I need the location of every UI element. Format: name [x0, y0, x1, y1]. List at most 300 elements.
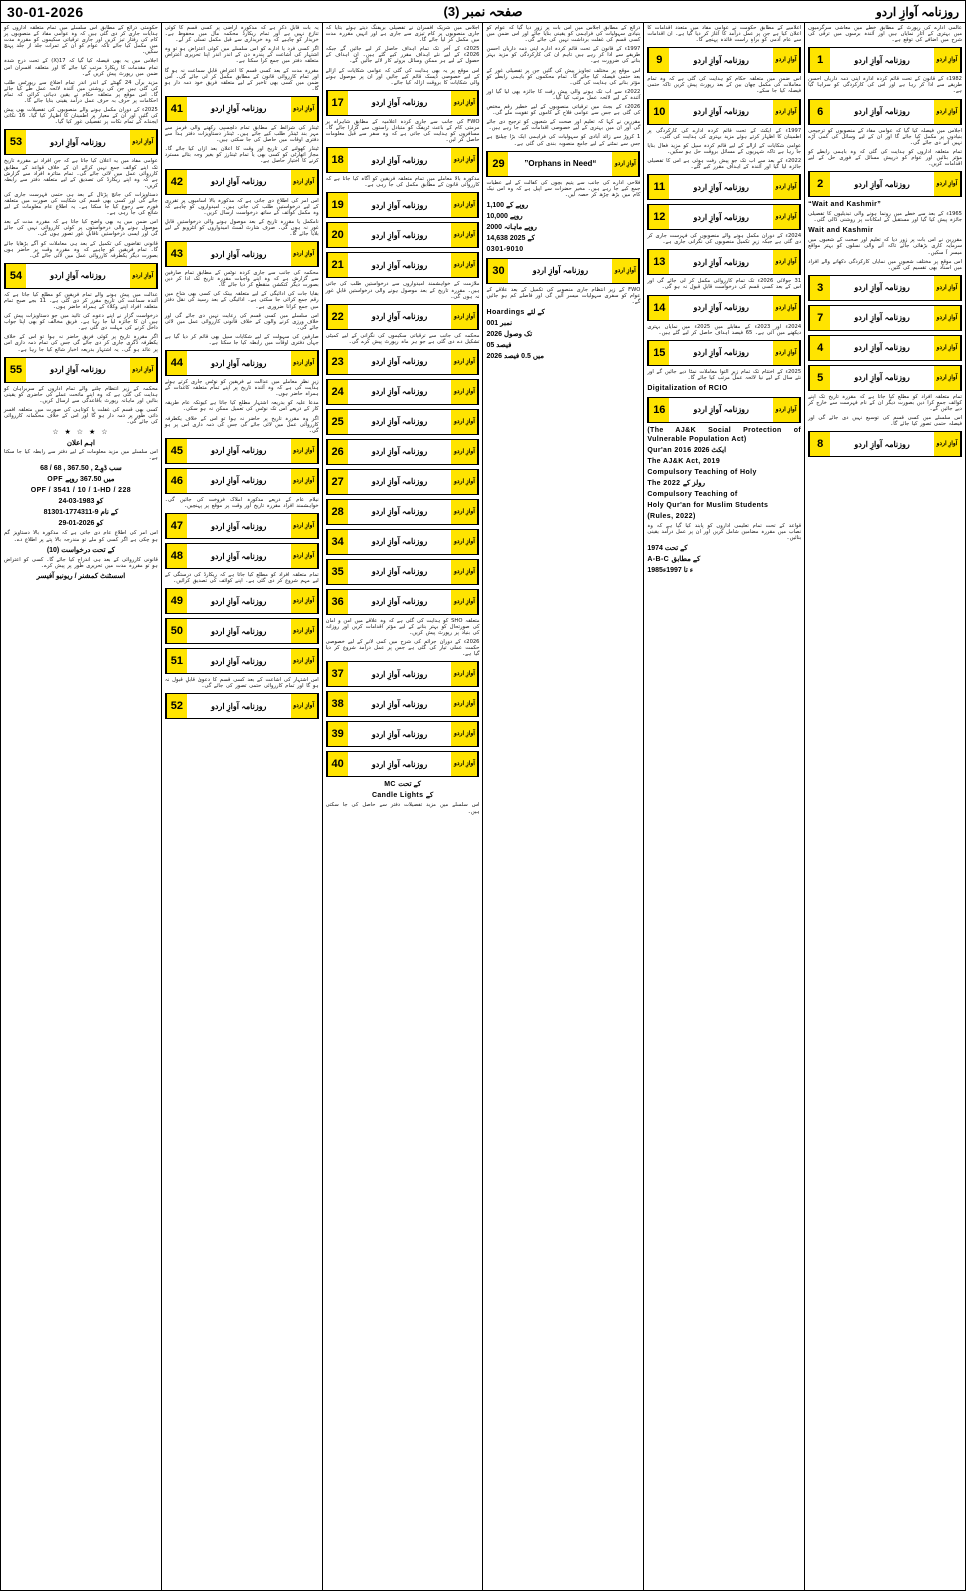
- article-paragraph: اس سلسلے میں کسی قسم کی توسیع نہیں دی جائے گی اور فیصلہ حتمی تصور کیا جائے گا۔: [808, 415, 962, 428]
- article-paragraph: اس امر کی اطلاع عام دی جاتی ہے کہ مذکورہ بالا دستاویز گم ہو چکی ہے اگر کسی کو ملے تو مندرجہ بالا پتے پر اطلاع دے۔: [4, 530, 158, 543]
- notice-title: روزنامہ آوازِ اردو: [371, 260, 428, 270]
- article-paragraph: ٹینڈر کھولنے کی تاریخ اور وقت کا اعلان بعد ازاں کیا جائے گا۔ مجاز اتھارٹی کو کسی بھی یا تمام ٹینڈرز کو بغیر وجہ بتائے مسترد کرنے کا اختیار حاصل ہے۔: [164, 146, 319, 165]
- awaz-urdu-logo-icon: آوازِ اردو: [451, 148, 478, 172]
- english-line: Holy Qur'an for Muslim Students: [647, 501, 769, 509]
- awaz-urdu-logo-icon: آوازِ اردو: [130, 264, 157, 288]
- article-paragraph: تمام متعلقہ اداروں کو ہدایت کی گئی کہ وہ باہمی رابطے کو مؤثر بنائیں اور عوام کو درپیش مسائل کے فوری حل کے لیے اقدامات کریں۔: [808, 148, 962, 168]
- article-paragraph: محکمہ کے زیر انتظام چلنے والے تمام اداروں کے سربراہان کو ہدایت کی گئی ہے کہ وہ اپنے ماتحت عملے کی حاضری کو یقینی بنائیں اور ماہانہ رپورٹ باقاعدگی سے ارسال کریں۔: [4, 385, 158, 404]
- english-line: 0301-9010: [486, 245, 524, 253]
- notice-title: روزنامہ آوازِ اردو: [693, 182, 749, 192]
- notice-number: 51: [166, 649, 187, 673]
- article-paragraph: 1965ء کے بعد سے خطے میں رونما ہونے والی تبدیلیوں کا تفصیلی جائزہ پیش کیا گیا اور مستقبل کے امکانات پر روشنی ڈالی گئی۔: [808, 211, 962, 224]
- notice-number: 6: [809, 100, 830, 124]
- awaz-urdu-logo-icon: آوازِ اردو: [451, 722, 478, 746]
- article-paragraph: مدعا علیہ کو بذریعہ اشتہار مطلع کیا جاتا ہے کیونکہ عام طریقہ کار کے ذریعے اس تک نوٹس کی تعمیل ممکن نہ ہو سکی۔: [164, 400, 319, 413]
- article-paragraph: 2026ء کے دوران جرائم کی شرح میں کمی لانے کے لیے خصوصی حکمت عملی تیار کی گئی ہے جس پر عمل درآمد شروع کر دیا گیا ہے۔: [325, 639, 480, 658]
- english-line: 05 فیصد: [486, 342, 512, 350]
- notice-title: روزنامہ آوازِ اردو: [371, 567, 428, 577]
- notice-header-2: [808, 171, 962, 197]
- awaz-urdu-logo-icon: آوازِ اردو: [291, 589, 318, 613]
- notice-header-55: [4, 357, 158, 383]
- article-paragraph: عدالت میں پیش ہونے والے تمام فریقین کو مطلع کیا جاتا ہے کہ آئندہ سماعت کی تاریخ مقرر کر دی گئی ہے۔ 11 بجے صبح تمام متعلقہ افراد اپنے وکلاء کے ہمراہ حاضر ہوں۔: [4, 291, 158, 310]
- english-line: 14,638 کے 2025: [486, 234, 535, 242]
- article-paragraph: مقررین نے کہا کہ تعلیم اور صحت کے شعبوں کو ترجیح دی جائے گی اور ان میں بہتری کے لیے خصوصی اقدامات کیے جا رہے ہیں۔: [486, 119, 641, 132]
- notice-title: روزنامہ آوازِ اردو: [371, 417, 428, 427]
- awaz-urdu-logo-icon: آوازِ اردو: [291, 351, 318, 375]
- notice-title: روزنامہ آوازِ اردو: [693, 55, 749, 65]
- awaz-urdu-logo-icon: آوازِ اردو: [451, 305, 478, 329]
- article-paragraph: قانونی تقاضوں کی تکمیل کے بعد ہی معاملات کو آگے بڑھایا جائے گا۔ تمام فریقین کو چاہیے کہ وہ مقررہ وقت پر حاضر ہوں بصورت دیگر یکطرفہ کارروائی عمل میں لائی جائے گی۔: [4, 240, 158, 259]
- awaz-urdu-logo-icon: آوازِ اردو: [451, 193, 478, 217]
- awaz-urdu-logo-icon: آوازِ اردو: [291, 242, 318, 266]
- article-paragraph: درخواست گزار نے اپنے دعوے کی تائید میں جو دستاویزات پیش کی ہیں ان کا جائزہ لیا جا رہا ہے۔ فریق مخالف کو بھی اپنا جواب داخل کرنے کی مہلت دی گئی ہے۔: [4, 313, 158, 332]
- notice-header-12: [647, 204, 801, 230]
- notice-title: روزنامہ آوازِ اردو: [693, 405, 749, 415]
- awaz-urdu-logo-icon: آوازِ اردو: [130, 358, 157, 382]
- notice-title: روزنامہ آوازِ اردو: [371, 312, 428, 322]
- english-line: Compulsory Teaching of: [647, 490, 738, 498]
- notice-header-52: [165, 693, 319, 719]
- notice-header-42: [165, 169, 319, 195]
- col-1: [1, 23, 161, 1590]
- notice-title: روزنامہ آوازِ اردو: [371, 669, 428, 679]
- awaz-urdu-logo-icon: آوازِ اردو: [291, 694, 318, 718]
- notice-title: روزنامہ آوازِ اردو: [211, 521, 267, 531]
- notice-title: روزنامہ آوازِ اردو: [371, 357, 428, 367]
- col-5: [643, 23, 804, 1590]
- english-line: “Wait and Kashmir”: [808, 201, 882, 209]
- col-4: [482, 23, 643, 1590]
- article-paragraph: 2022ء کے بعد سے اب تک جو پیش رفت ہوئی ہے اس کا تفصیلی جائزہ لیا گیا اور آئندہ کے اہداف مقرر کیے گئے۔: [647, 157, 802, 171]
- article-paragraph: اس سلسلے میں مزید معلومات کے لیے دفتر سے رابطہ کیا جا سکتا ہے۔: [4, 449, 158, 462]
- notice-title: روزنامہ آوازِ اردو: [211, 476, 267, 486]
- notice-header-10: [647, 99, 801, 125]
- notice-title: روزنامہ آوازِ اردو: [854, 283, 910, 293]
- article-paragraph: محکمہ کی جانب سے ترقیاتی سکیموں کی نگرانی کے لیے کمیٹی تشکیل دے دی گئی ہے جو ہر ماہ رپورٹ پیش کرے گی۔: [325, 332, 480, 345]
- awaz-urdu-logo-icon: آوازِ اردو: [451, 223, 478, 247]
- article-paragraph: حکومتی ذرائع کے مطابق اس سلسلے میں تمام متعلقہ اداروں کو ہدایات جاری کر دی گئی ہیں کہ وہ عوامی مفاد کے منصوبوں پر کام کی رفتار تیز کریں اور جاری ترقیاتی سکیموں کو مقررہ مدت میں مکمل کیا جائے تاکہ عوام کو ان کے ثمرات جلد از جلد پہنچ سکیں۔: [4, 25, 158, 56]
- masthead-date: 30-01-2026: [7, 3, 84, 20]
- awaz-urdu-logo-icon: آوازِ اردو: [934, 432, 961, 456]
- awaz-urdu-logo-icon: آوازِ اردو: [934, 100, 961, 124]
- notice-header-40: [326, 751, 480, 777]
- notice-header-28: [326, 499, 480, 525]
- notice-title: روزنامہ آوازِ اردو: [211, 596, 267, 606]
- notice-number: 34: [327, 530, 348, 554]
- english-line: A-B-C کے مطابق: [647, 556, 701, 564]
- notice-number: 49: [166, 589, 187, 613]
- notice-title: روزنامہ آوازِ اردو: [211, 551, 267, 561]
- awaz-urdu-logo-icon: آوازِ اردو: [773, 100, 800, 124]
- notice-header-23: [326, 349, 480, 375]
- notice-number: 5: [809, 366, 830, 390]
- article-paragraph: قواعد کے تحت تمام تعلیمی اداروں کو پابند کیا گیا ہے کہ وہ نصاب میں مقررہ مضامین شامل کریں اور ان پر عمل درآمد یقینی بنائیں۔: [647, 522, 802, 542]
- awaz-urdu-logo-icon: آوازِ اردو: [291, 170, 318, 194]
- notice-number: 4: [809, 336, 830, 360]
- article-paragraph: زیرِ نظر معاملے میں عدالت نے فریقین کو نوٹس جاری کرتے ہوئے ہدایت کی ہے کہ وہ آئندہ تاریخ پر اپنے تمام متعلقہ کاغذات کے ہمراہ حاضر ہوں۔: [164, 379, 319, 398]
- notice-number: 12: [648, 205, 669, 229]
- notice-header-51: [165, 648, 319, 674]
- article-paragraph: 1 کروڑ سے زائد آبادی کو سہولیات کی فراہمی ایک بڑا چیلنج ہے جس سے نمٹنے کے لیے جامع منصوبہ بندی کی گئی ہے۔: [486, 134, 641, 147]
- awaz-urdu-logo-icon: آوازِ اردو: [291, 619, 318, 643]
- article-paragraph: 2024ء اور 2023ء کے مقابلے میں 2025ء میں نمایاں بہتری دیکھنے میں آئی ہے۔ 65 فیصد اہداف حاصل کر لیے گئے ہیں۔: [647, 323, 802, 336]
- article-paragraph: اس موقع پر مختلف تجاویز پیش کی گئیں جن پر تفصیلی غور کے بعد حتمی فیصلہ کیا جائے گا۔ تمام محکموں کو باہمی رابطے کو مؤثر بنانے کی ہدایت کی گئی۔: [486, 67, 641, 86]
- notice-header-3: [808, 275, 962, 301]
- awaz-urdu-logo-icon: آوازِ اردو: [451, 692, 478, 716]
- notice-title: روزنامہ آوازِ اردو: [693, 348, 749, 358]
- notice-title: روزنامہ آوازِ اردو: [854, 343, 910, 353]
- awaz-urdu-logo-icon: آوازِ اردو: [934, 48, 961, 72]
- english-line: Qur'an 2016 ایکٹ 2026: [647, 446, 727, 454]
- article-paragraph: اس اشتہار کی اشاعت کے بعد کسی قسم کا دعویٰ قابلِ قبول نہ ہو گا اور تمام کارروائی حتمی تصور کی جائے گی۔: [164, 677, 319, 690]
- awaz-urdu-logo-icon: آوازِ اردو: [451, 500, 478, 524]
- notice-number: 8: [809, 432, 830, 456]
- awaz-urdu-logo-icon: آوازِ اردو: [451, 91, 478, 115]
- awaz-urdu-logo-icon: آوازِ اردو: [451, 560, 478, 584]
- notice-title: روزنامہ آوازِ اردو: [854, 313, 910, 323]
- notice-number: 48: [166, 544, 187, 568]
- notice-title: روزنامہ آوازِ اردو: [371, 537, 428, 547]
- notice-number: 17: [327, 91, 348, 115]
- english-line: 1,100 روپے کے: [486, 201, 529, 209]
- awaz-urdu-logo-icon: آوازِ اردو: [291, 469, 318, 493]
- notice-number: 27: [327, 470, 348, 494]
- notice-number: 25: [327, 410, 348, 434]
- awaz-urdu-logo-icon: آوازِ اردو: [451, 410, 478, 434]
- article-paragraph: 1982ء کے قانون کے تحت قائم کردہ ادارہ اپنی ذمہ داریاں احسن طریقے سے ادا کر رہا ہے اور اس کی کارکردگی کو سراہا گیا ہے۔: [808, 76, 962, 95]
- notice-title: روزنامہ آوازِ اردو: [693, 303, 749, 312]
- notice-header-41: [165, 96, 319, 122]
- awaz-urdu-logo-icon: آوازِ اردو: [934, 276, 961, 300]
- awaz-urdu-logo-icon: آوازِ اردو: [451, 662, 478, 686]
- notice-title: روزنامہ آوازِ اردو: [211, 249, 267, 259]
- notice-title: روزنامہ آوازِ اردو: [854, 439, 910, 449]
- notice-number: 11: [648, 175, 669, 199]
- article-paragraph: 1997ء کے ایکٹ کے تحت قائم کردہ ادارے کی کارکردگی پر اطمینان کا اظہار کرتے ہوئے مزید بہتری کی ہدایت کی گئی۔: [647, 127, 802, 140]
- notice-number: 19: [327, 193, 348, 217]
- awaz-urdu-logo-icon: آوازِ اردو: [130, 130, 157, 154]
- notice-title: روزنامہ آوازِ اردو: [371, 230, 428, 240]
- article-paragraph: اعلامیے کے مطابق حکومت نے عوامی مفاد میں متعدد اقدامات کا اعلان کیا ہے جن پر عمل درآمد کا آغاز کر دیا گیا ہے۔ ان اقدامات سے عام آدمی کو براہِ راست فائدہ پہنچے گا۔: [647, 25, 802, 44]
- notice-header-27: [326, 469, 480, 495]
- notice-title: روزنامہ آوازِ اردو: [854, 373, 910, 383]
- notice-number: 37: [327, 662, 348, 686]
- article-paragraph: FWO کے زیر انتظام جاری منصوبے کی تکمیل کے بعد علاقے کے عوام کو سفری سہولیات میسر آئیں گی اور فاصلے کم ہو جائیں گے۔: [486, 286, 641, 306]
- notice-header-24: [326, 379, 480, 405]
- awaz-urdu-logo-icon: آوازِ اردو: [451, 253, 478, 277]
- article-paragraph: ٹینڈر کی شرائط کے مطابق تمام دلچسپی رکھنے والی فرمز سے مہر بند ٹینڈر طلب کیے جاتے ہیں۔ ٹینڈر دستاویزات دفتر ہذا سے دفتری اوقات میں حاصل کی جا سکتی ہیں۔: [164, 124, 319, 144]
- notice-title: “Orphans in Need”: [524, 159, 597, 169]
- notice-header-54: [4, 263, 158, 289]
- article-paragraph: یہ بات قابلِ ذکر ہے کہ مذکورہ اراضی پر کسی قسم کا کوئی تنازع نہیں ہے اور تمام ریکارڈ محکمہ مال میں محفوظ ہے۔ خریدار کو چاہیے کہ وہ خریداری سے قبل مکمل تسلی کر لے۔: [164, 25, 319, 44]
- article-paragraph: اجلاس میں فیصلہ کیا گیا کہ عوامی مفاد کے منصوبوں کو ترجیحی بنیادوں پر مکمل کیا جائے گا اور ان کے لیے وسائل کی کمی آڑے نہیں آنے دی جائے گی۔: [808, 127, 962, 146]
- notice-title: روزنامہ آوازِ اردو: [371, 699, 428, 709]
- awaz-urdu-logo-icon: آوازِ اردو: [773, 398, 800, 422]
- notice-title: روزنامہ آوازِ اردو: [371, 200, 428, 210]
- article-paragraph: 31 جولائی 2026ء تک تمام کارروائی مکمل کر لی جائے گی اور اس کے بعد کسی قسم کی درخواست قابلِ قبول نہ ہو گی۔: [647, 278, 802, 291]
- notice-number: 40: [327, 752, 348, 776]
- article-paragraph: اس ضمن میں یہ بھی واضح کیا جاتا ہے کہ مقررہ مدت کے بعد موصول ہونے والی درخواستوں پر کوئی کارروائی نہیں کی جائے گی اور ایسی درخواستیں ناقابلِ غور تصور ہوں گی۔: [4, 219, 158, 238]
- notice-number: 50: [166, 619, 187, 643]
- awaz-urdu-logo-icon: آوازِ اردو: [612, 259, 639, 283]
- english-line: 29-01-2026 کو: [58, 520, 104, 528]
- english-line: 81301-1774311-9 کے نام: [43, 509, 119, 517]
- notice-title: روزنامہ آوازِ اردو: [211, 104, 267, 114]
- notice-header-6: [808, 99, 962, 125]
- notice-number: 46: [166, 469, 187, 493]
- awaz-urdu-logo-icon: آوازِ اردو: [451, 380, 478, 404]
- awaz-urdu-logo-icon: آوازِ اردو: [451, 752, 478, 776]
- notice-header-9: [647, 47, 801, 73]
- notice-title: روزنامہ آوازِ اردو: [371, 477, 428, 487]
- notice-header-16: [647, 397, 801, 423]
- notice-title: روزنامہ آوازِ اردو: [211, 656, 267, 666]
- notice-number: 54: [5, 264, 26, 288]
- article-paragraph: مقررین نے اس بات پر زور دیا کہ تعلیم اور صحت کے شعبوں میں سرمایہ کاری بڑھائی جائے تاکہ آنے والی نسلوں کو بہتر مواقع میسر آ سکیں۔: [808, 237, 962, 256]
- english-line: 68 / 68 , سب ڈوِـ2 , 367.50: [40, 465, 122, 473]
- awaz-urdu-logo-icon: آوازِ اردو: [291, 544, 318, 568]
- english-line: 2000 روپے ماہانہ: [486, 223, 537, 231]
- article-paragraph: متعلقہ SHO کو ہدایت کی گئی ہے کہ وہ علاقے میں امن و امان کی صورتحال کو بہتر بنانے کے لیے مؤثر اقدامات کریں اور روزانہ کی بنیاد پر رپورٹ پیش کریں۔: [325, 617, 480, 637]
- awaz-urdu-logo-icon: آوازِ اردو: [773, 250, 800, 274]
- awaz-urdu-logo-icon: آوازِ اردو: [451, 440, 478, 464]
- english-line: MC کے تحت: [384, 781, 421, 789]
- notice-title: روزنامہ آوازِ اردو: [371, 447, 428, 457]
- notice-number: 13: [648, 250, 669, 274]
- awaz-urdu-logo-icon: آوازِ اردو: [934, 336, 961, 360]
- notice-title: روزنامہ آوازِ اردو: [371, 98, 428, 108]
- notice-header-4: [808, 335, 962, 361]
- notice-header-14: [647, 295, 801, 321]
- notice-header-7: [808, 305, 962, 331]
- notice-header-39: [326, 721, 480, 747]
- col-6: [804, 23, 965, 1590]
- english-line: Wait and Kashmir: [808, 227, 874, 235]
- notice-title: روزنامہ آوازِ اردو: [854, 179, 910, 189]
- masthead-title: روزنامہ آوازِ اردو: [875, 4, 959, 19]
- notice-header-46: [165, 468, 319, 494]
- notice-header-26: [326, 439, 480, 465]
- english-line: 2026 میں 0.5 فیصد: [486, 353, 545, 361]
- notice-title: روزنامہ آوازِ اردو: [211, 626, 267, 636]
- decorative-divider: ☆ ★ ☆ ★ ☆: [52, 429, 110, 437]
- awaz-urdu-logo-icon: آوازِ اردو: [291, 97, 318, 121]
- awaz-urdu-logo-icon: آوازِ اردو: [612, 152, 639, 176]
- notice-header-21: [326, 252, 480, 278]
- awaz-urdu-logo-icon: آوازِ اردو: [773, 341, 800, 365]
- notice-number: 9: [648, 48, 669, 72]
- notice-number: 38: [327, 692, 348, 716]
- notice-title: روزنامہ آوازِ اردو: [50, 365, 106, 375]
- article-paragraph: مقررہ مدت کے بعد کسی قسم کا اعتراض قابلِ سماعت نہ ہو گا اور تمام کارروائی قانون کے مطابق مکمل کر لی جائے گی۔ اس ضمن میں کسی بھی تاخیر کے لیے متعلقہ فریق خود ذمہ دار ہو گا۔: [164, 67, 319, 92]
- notice-number: 39: [327, 722, 348, 746]
- article-paragraph: 1997ء کے قانون کے تحت قائم کردہ ادارے اپنی ذمہ داریاں احسن طریقے سے ادا کر رہے ہیں تاہم ان کی کارکردگی کو مزید بہتر بنانے کی ضرورت ہے۔: [486, 46, 641, 65]
- article-paragraph: اس امر کی اطلاع دی جاتی ہے کہ مذکورہ بالا اسامیوں پر تقرری کے لیے درخواستیں طلب کی جاتی ہیں۔ امیدواروں کو چاہیے کہ وہ مکمل کوائف کے ساتھ درخواست ارسال کریں۔: [164, 197, 319, 216]
- notice-title: روزنامہ آوازِ اردو: [693, 257, 749, 267]
- section-kicker: اہم اعلان: [66, 440, 95, 448]
- notice-header-35: [326, 559, 480, 585]
- notice-number: 47: [166, 514, 187, 538]
- english-line: (The AJ&K Social Protection of Vulnerable Population Act): [647, 426, 802, 443]
- english-line: Candle Lights کے: [371, 792, 434, 800]
- col-3: [322, 23, 483, 1590]
- notice-header-29: [486, 151, 640, 177]
- notice-number: 16: [648, 398, 669, 422]
- notice-number: 1: [809, 48, 830, 72]
- notice-title: روزنامہ آوازِ اردو: [693, 212, 749, 222]
- article-paragraph: عالمی ادارے کی رپورٹ کے مطابق خطے میں معاشی سرگرمیوں میں بہتری کے آثار نمایاں ہیں اور آئندہ برسوں میں ترقی کی شرح میں اضافے کی توقع ہے۔: [808, 25, 962, 44]
- awaz-urdu-logo-icon: آوازِ اردو: [773, 205, 800, 229]
- article-paragraph: تمام متعلقہ افراد کو مطلع کیا جاتا ہے کہ مقررہ تاریخ تک اپنے کوائف جمع کرا دیں بصورت دیگر ان کے نام فہرست سے خارج کر دیے جائیں گے۔: [808, 393, 962, 412]
- article-paragraph: اس سلسلے میں مزید تفصیلات دفتر سے حاصل کی جا سکتی ہیں۔: [325, 802, 480, 815]
- article-paragraph: اس موقع پر یہ بھی ہدایت کی گئی کہ عوامی شکایات کے ازالے کے لیے خصوصی ڈیسک قائم کیے جائیں اور ان پر موصول ہونے والی شکایات کا بروقت ازالہ کیا جائے۔: [325, 67, 480, 86]
- notice-title: روزنامہ آوازِ اردو: [50, 137, 106, 147]
- article-paragraph: 2025ء کے آخر تک تمام اہداف حاصل کر لیے جائیں گے جبکہ 2026ء کے لیے نئے اہداف مقرر کیے گئے ہیں۔ ان اہداف کے حصول کے لیے ہر ممکن وسائل بروئے کار لائے جائیں گے۔: [325, 46, 480, 65]
- notice-number: 36: [327, 590, 348, 614]
- article-paragraph: عوامی مفاد میں یہ اعلان کیا جاتا ہے کہ جن افراد نے مقررہ تاریخ تک اپنے کوائف جمع نہیں کرائے ان کے خلاف قواعد کے مطابق کارروائی عمل میں لائی جائے گی۔ تمام متاثرہ افراد سے گزارش ہے کہ وہ اپنے ریکارڈ کی تصدیق کے لیے متعلقہ دفتر سے رابطہ کریں۔: [4, 158, 158, 189]
- article-paragraph: اجلاس میں شریک افسران نے تفصیلی بریفنگ دیتے ہوئے بتایا کہ جاری منصوبوں پر کام تیزی سے جاری ہے اور انہیں مقررہ مدت میں مکمل کر لیا جائے گا۔: [325, 25, 480, 44]
- notice-header-20: [326, 222, 480, 248]
- article-paragraph: اس ضمن میں متعلقہ حکام کو ہدایت کی گئی ہے کہ وہ تمام معاملات کی مکمل چھان بین کے بعد رپورٹ پیش کریں تاکہ حتمی فیصلہ کیا جا سکے۔: [647, 76, 802, 95]
- notice-header-30: [486, 258, 640, 284]
- notice-number: 7: [809, 306, 830, 330]
- notice-number: 14: [648, 296, 669, 320]
- notice-number: 2: [809, 172, 830, 196]
- notice-number: 44: [166, 351, 187, 375]
- notice-header-37: [326, 661, 480, 687]
- article-paragraph: 2022ء سے اب تک ہونے والی پیش رفت کا جائزہ بھی لیا گیا اور آئندہ کے لیے لائحہ عمل مرتب کیا گیا۔: [486, 88, 641, 101]
- english-line: (Rules, 2022): [647, 512, 696, 520]
- notice-header-11: [647, 174, 801, 200]
- notice-number: 41: [166, 97, 187, 121]
- english-line: OPF میں 367.50 روپے: [47, 476, 115, 484]
- notice-header-45: [165, 438, 319, 464]
- article-paragraph: 2024ء کے دوران مکمل ہونے والے منصوبوں کی فہرست جاری کر دی گئی ہے جبکہ زیرِ تکمیل منصوبوں کی نگرانی جاری ہے۔: [647, 233, 802, 246]
- notice-number: 18: [327, 148, 348, 172]
- notice-title: روزنامہ آوازِ اردو: [211, 177, 267, 186]
- notice-header-25: [326, 409, 480, 435]
- notice-number: 53: [5, 130, 26, 154]
- article-paragraph: اگر مقررہ تاریخ پر کوئی فریق حاضر نہ ہوا تو اس کے خلاف یکطرفہ ڈگری جاری کر دی جائے گی جس کی تمام ذمہ داری اس پر عائد ہو گی۔ یہ اشتہار بذریعہ اخبار شائع کیا جا رہا ہے۔: [4, 334, 158, 353]
- notice-number: 15: [648, 341, 669, 365]
- notice-title: روزنامہ آوازِ اردو: [211, 446, 267, 456]
- notice-header-15: [647, 340, 801, 366]
- article-paragraph: تمام متعلقہ افراد کو مطلع کیا جاتا ہے کہ ریکارڈ کی درستگی کے لیے مہم شروع کر دی گئی ہے۔ اپنے کوائف کی تصدیق کرائیں۔: [164, 572, 319, 585]
- english-line: 24-03-1983 کو: [58, 498, 104, 506]
- article-paragraph: کسی بھی قسم کی غفلت یا کوتاہی کی صورت میں متعلقہ افسر ذاتی طور پر ذمہ دار ہو گا اور اس کے خلاف محکمانہ کارروائی کی جائے گی۔: [4, 406, 158, 426]
- article-paragraph: نیلام عام کے ذریعے مذکورہ املاک فروخت کی جائیں گی۔ خواہشمند افراد مقررہ تاریخ اور وقت پر موقع پر پہنچیں۔: [164, 496, 319, 509]
- article-paragraph: ذرائع کے مطابق اجلاس میں اس بات پر زور دیا گیا کہ عوام کو بنیادی سہولیات کی فراہمی کو یقینی بنایا جائے اور اس ضمن میں کسی قسم کی غفلت برداشت نہیں کی جائے گی۔: [486, 25, 641, 44]
- article-paragraph: 2025ء کے اختتام تک تمام زیرِ التوا معاملات نمٹا دیے جائیں گے اور نئے سال کے لیے نیا لائحہ عمل مرتب کیا جائے گا۔: [647, 368, 802, 381]
- article-paragraph: فلاحی ادارے کی جانب سے یتیم بچوں کی کفالت کے لیے عطیات جمع کیے جا رہے ہیں۔ مخیر حضرات سے اپیل ہے کہ وہ اس نیک کام میں بڑھ چڑھ کر حصہ لیں۔: [486, 179, 641, 198]
- awaz-urdu-logo-icon: آوازِ اردو: [451, 470, 478, 494]
- signature-line: اسسٹنٹ کمشنر / ریونیو آفیسر: [36, 572, 126, 580]
- notice-title: روزنامہ آوازِ اردو: [854, 107, 910, 117]
- english-line: The AJ&K Act, 2019: [647, 457, 721, 465]
- notice-title: روزنامہ آوازِ اردو: [371, 759, 428, 769]
- article-paragraph: 2026ء کے بجٹ میں ترقیاتی منصوبوں کے لیے خطیر رقم مختص کی گئی ہے جس سے عوامی فلاح کے کاموں کو تقویت ملے گی۔: [486, 104, 641, 117]
- notice-header-22: [326, 304, 480, 330]
- notice-number: 21: [327, 253, 348, 277]
- awaz-urdu-logo-icon: آوازِ اردو: [773, 175, 800, 199]
- notice-title: روزنامہ آوازِ اردو: [854, 55, 910, 65]
- notice-title: روزنامہ آوازِ اردو: [371, 507, 428, 517]
- article-paragraph: بقایا جات کی ادائیگی کے لیے متعلقہ بینک کی کسی بھی شاخ میں رقم جمع کرائی جا سکتی ہے۔ ادائیگی کے بعد رسید کی نقل دفتر میں جمع کرانا ضروری ہے۔: [164, 291, 319, 310]
- notice-title: روزنامہ آوازِ اردو: [211, 358, 267, 368]
- awaz-urdu-logo-icon: آوازِ اردو: [773, 48, 800, 72]
- notice-header-49: [165, 588, 319, 614]
- notice-header-34: [326, 529, 480, 555]
- notice-header-8: [808, 431, 962, 457]
- english-line: Digitalization of RCIO: [647, 384, 728, 392]
- english-line: (10) کے تحت درخواست: [46, 546, 116, 554]
- english-line: The 2022 رولز کے: [647, 479, 705, 487]
- notice-number: 26: [327, 440, 348, 464]
- notice-header-18: [326, 147, 480, 173]
- notice-number: 20: [327, 223, 348, 247]
- article-paragraph: مذکورہ بالا معاملے میں تمام متعلقہ فریقین کو آگاہ کیا جاتا ہے کہ کارروائی قانون کے مطابق مکمل کی جا رہی ہے۔: [325, 176, 480, 189]
- notice-number: 35: [327, 560, 348, 584]
- awaz-urdu-logo-icon: آوازِ اردو: [291, 439, 318, 463]
- masthead: [1, 1, 965, 23]
- awaz-urdu-logo-icon: آوازِ اردو: [934, 366, 961, 390]
- notice-number: 24: [327, 380, 348, 404]
- english-line: Compulsory Teaching of Holy: [647, 468, 757, 476]
- article-paragraph: اگر کسی فرد یا ادارے کو اس سلسلے میں کوئی اعتراض ہو تو وہ اشتہار کی اشاعت کے پندرہ دن کے اندر اندر اپنا تحریری اعتراض متعلقہ دفتر میں جمع کرا سکتا ہے۔: [164, 46, 319, 65]
- article-paragraph: مزید برآں 24 گھنٹے کے اندر اندر تمام اضلاع سے رپورٹس طلب کی گئی ہیں جن کی روشنی میں آئندہ لائحہ عمل طے کیا جائے گا۔ اس موقع پر متعلقہ حکام نے یقین دہانی کرائی کہ تمام احکامات پر حرف بہ حرف عمل درآمد یقینی بنایا جائے گا۔: [4, 79, 158, 105]
- notice-title: روزنامہ آوازِ اردو: [371, 155, 428, 165]
- article-paragraph: ملازمت کے خواہشمند امیدواروں سے درخواستیں طلب کی جاتی ہیں۔ مقررہ تاریخ کے بعد موصول ہونے والی درخواستیں قابلِ غور نہ ہوں گی۔: [325, 281, 480, 300]
- notice-header-38: [326, 691, 480, 717]
- awaz-urdu-logo-icon: آوازِ اردو: [291, 649, 318, 673]
- notice-header-53: [4, 129, 158, 155]
- notice-title: روزنامہ آوازِ اردو: [371, 597, 428, 607]
- article-paragraph: اس موقع پر مختلف شعبوں میں نمایاں کارکردگی دکھانے والے افراد میں اسناد بھی تقسیم کی گئیں۔: [808, 258, 962, 271]
- notice-number: 45: [166, 439, 187, 463]
- notice-number: 30: [487, 259, 508, 283]
- article-paragraph: دستاویزات کی جانچ پڑتال کے بعد ہی حتمی فہرست جاری کی جائے گی اور کسی بھی قسم کی شکایت کی صورت میں متعلقہ فورم سے رجوع کیا جا سکتا ہے۔ یہ اطلاع عام معلومات کے لیے شائع کی جا رہی ہے۔: [4, 191, 158, 217]
- awaz-urdu-logo-icon: آوازِ اردو: [934, 172, 961, 196]
- article-paragraph: قانونی کارروائی کے بعد ہی اندراج کیا جائے گا۔ کسی کو اعتراض ہو تو مقررہ مدت میں تحریری طور پر پیش کرے۔: [4, 556, 158, 569]
- notice-header-50: [165, 618, 319, 644]
- column-container: [1, 23, 965, 1590]
- notice-header-5: [808, 365, 962, 391]
- article-paragraph: نامکمل یا مقررہ تاریخ کے بعد موصول ہونے والی درخواستیں قابلِ غور نہ ہوں گی۔ صرف شارٹ لسٹ امیدواروں کو انٹرویو کے لیے بلایا جائے گا۔: [164, 218, 319, 237]
- col-2: [161, 23, 322, 1590]
- notice-number: 3: [809, 276, 830, 300]
- awaz-urdu-logo-icon: آوازِ اردو: [934, 306, 961, 330]
- awaz-urdu-logo-icon: آوازِ اردو: [773, 296, 800, 320]
- awaz-urdu-logo-icon: آوازِ اردو: [451, 530, 478, 554]
- notice-number: 23: [327, 350, 348, 374]
- article-paragraph: محکمہ کی جانب سے جاری کردہ نوٹس کے مطابق تمام صارفین سے گزارش ہے کہ وہ اپنے واجبات مقررہ تاریخ تک ادا کر دیں بصورت دیگر کنکشن منقطع کر دیا جائے گا۔: [164, 270, 319, 289]
- notice-header-48: [165, 543, 319, 569]
- article-paragraph: صارفین کی سہولت کے لیے شکایات سیل بھی قائم کر دیا گیا ہے جہاں دفتری اوقات میں رابطہ کیا جا سکتا ہے۔: [164, 333, 319, 346]
- notice-number: 10: [648, 100, 669, 124]
- notice-header-19: [326, 192, 480, 218]
- english-line: OPF / 3541 / 10 / 1-HD / 228: [30, 487, 132, 495]
- english-line: Hoardings کے لئے: [486, 309, 545, 317]
- awaz-urdu-logo-icon: آوازِ اردو: [451, 350, 478, 374]
- article-paragraph: اس سلسلے میں کسی قسم کی رعایت نہیں دی جائے گی اور خلاف ورزی کرنے والوں کے خلاف قانونی کارروائی عمل میں لائی جائے گی۔: [164, 312, 319, 331]
- article-paragraph: 2025ء کے دوران مکمل ہونے والے منصوبوں کی تفصیلات بھی پیش کی گئیں اور ان کے معیار پر اطمینان کا اظہار کیا گیا۔ 16 نکاتی ایجنڈے کے تمام نکات پر تفصیلی غور کیا گیا۔: [4, 107, 158, 126]
- notice-header-13: [647, 249, 801, 275]
- notice-header-43: [165, 241, 319, 267]
- notice-number: 55: [5, 358, 26, 382]
- notice-title: روزنامہ آوازِ اردو: [371, 387, 428, 397]
- notice-title: روزنامہ آوازِ اردو: [50, 271, 106, 281]
- article-paragraph: FWO کی جانب سے جاری کردہ اعلامیہ کے مطابق شاہراہ پر مرمتی کام کے باعث ٹریفک کو متبادل راستوں سے گزارا جائے گا۔ مسافروں کو ہدایت کی جاتی ہے کہ وہ سفر سے قبل معلومات حاصل کر لیں۔: [325, 118, 480, 144]
